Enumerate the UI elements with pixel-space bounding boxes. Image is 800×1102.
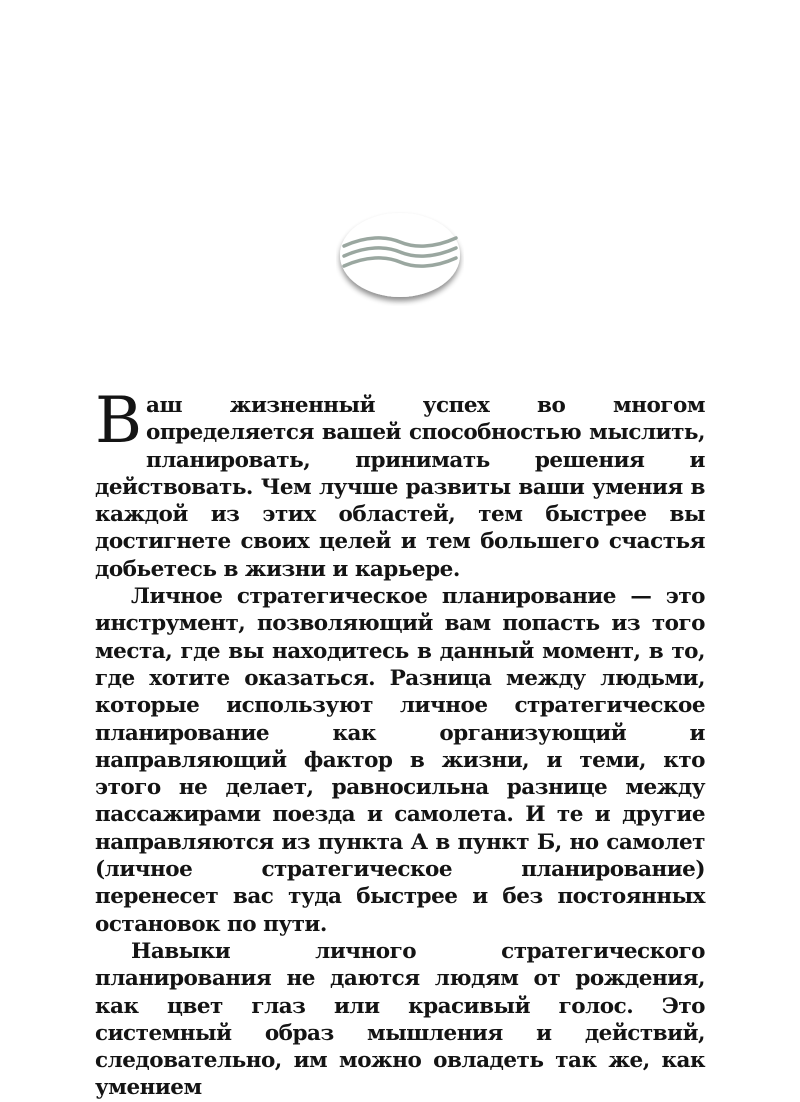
emblem-disc: [340, 213, 460, 297]
paragraph-1: [95, 384, 705, 583]
paragraph-3: Навыки личного стратегического планирования не даются людям от рождения, как цвет глаз или красивый голос. Это системный образ мышления и действий, следовательно, им можно овладеть так же, как умением: [95, 938, 705, 1101]
body-text: [95, 384, 705, 1102]
drop-cap: В: [95, 384, 143, 458]
paragraph-2: Личное стратегическое планирование — это инструмент, позволяющий вам попасть из того места, где вы находитесь в данный момент, в то, где хотите оказаться. Разница между людьми, которые используют личное стратегическое планирование как организующий и направляющий фактор в жизни, и теми, кто этого не делает, равносильна разнице между пассажирами поезда и самолета. И те и другие направляются из пункта А в пункт Б, но самолет (личное стратегическое планирование) перенесет вас туда быстрее и без постоянных остановок по пути.: [95, 584, 705, 937]
wave-emblem-icon: [336, 210, 464, 306]
paragraph-1-text: аш жизненный успех во многом определяется вашей способностью мыслить, планировать, принимать решения и действовать. Чем лучше развиты ваши умения в каждой из этих областей, тем быстрее вы достигнете своих целей и тем большего счастья добьетесь в жизни и карьере.: [95, 393, 705, 582]
